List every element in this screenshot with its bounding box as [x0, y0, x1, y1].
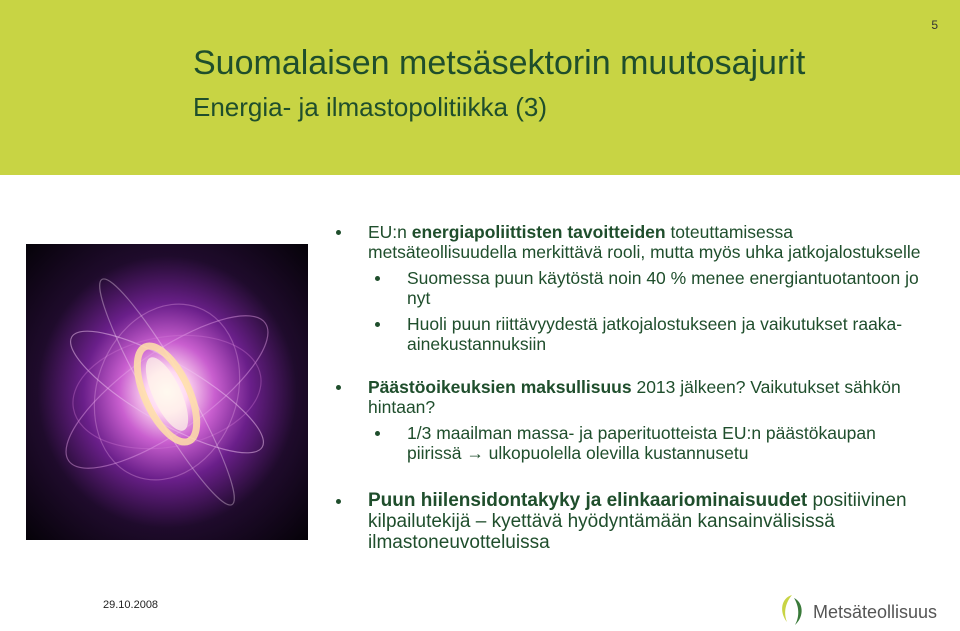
- energy-swirl-graphic: [26, 244, 308, 540]
- logo-text: Metsäteollisuus: [813, 602, 938, 622]
- bullet-item: Puun hiilensidontakyky ja elinkaariominaisuudet positiivinen kilpailutekijä – kyettävä hyödyntämään kansainvälisissä ilmastoneuvotteluissa: [330, 490, 930, 553]
- sub-bullet-item: Huoli puun riittävyydestä jatkojalostukseen ja vaikutukset raaka-ainekustannuksiin: [330, 314, 930, 354]
- slide-date: 29.10.2008: [103, 599, 159, 611]
- bullet-item: Päästöoikeuksien maksullisuus 2013 jälkeen? Vaikutukset sähkön hintaan?: [330, 377, 930, 417]
- bullet-list: [330, 222, 930, 553]
- highlight-text: energiapoliittisten tavoitteiden: [411, 222, 666, 242]
- company-logo: [775, 592, 945, 628]
- decorative-image: [26, 244, 308, 540]
- slide-subtitle: Energia- ja ilmastopolitiikka (3): [193, 92, 548, 122]
- bullet-icon: [375, 322, 380, 327]
- bullet-icon: [336, 385, 341, 390]
- metsateollisuus-logo-icon: [775, 592, 809, 628]
- bullet-icon: [336, 230, 341, 235]
- sub-bullet-item: 1/3 maailman massa- ja paperituotteista EU:n päästökaupan piirissä → ulkopuolella olevilla kustannusetu: [330, 423, 930, 463]
- sub-bullet-item: Suomessa puun käytöstä noin 40 % menee energiantuotantoon jo nyt: [330, 268, 930, 308]
- highlight-text: Päästöoikeuksien maksullisuus: [368, 377, 632, 397]
- bullet-icon: [375, 276, 380, 281]
- slide-header: [0, 0, 960, 175]
- bullet-icon: [336, 499, 341, 504]
- highlight-text: Puun hiilensidontakyky ja elinkaariominaisuudet: [368, 490, 808, 511]
- bullet-icon: [375, 431, 380, 436]
- bullet-item: EU:n energiapoliittisten tavoitteiden toteuttamisessa metsäteollisuudella merkittävä rooli, mutta myös uhka jatkojalostukselle: [330, 222, 930, 262]
- slide-number: 5: [931, 18, 938, 32]
- slide-title: Suomalaisen metsäsektorin muutosajurit: [193, 44, 806, 82]
